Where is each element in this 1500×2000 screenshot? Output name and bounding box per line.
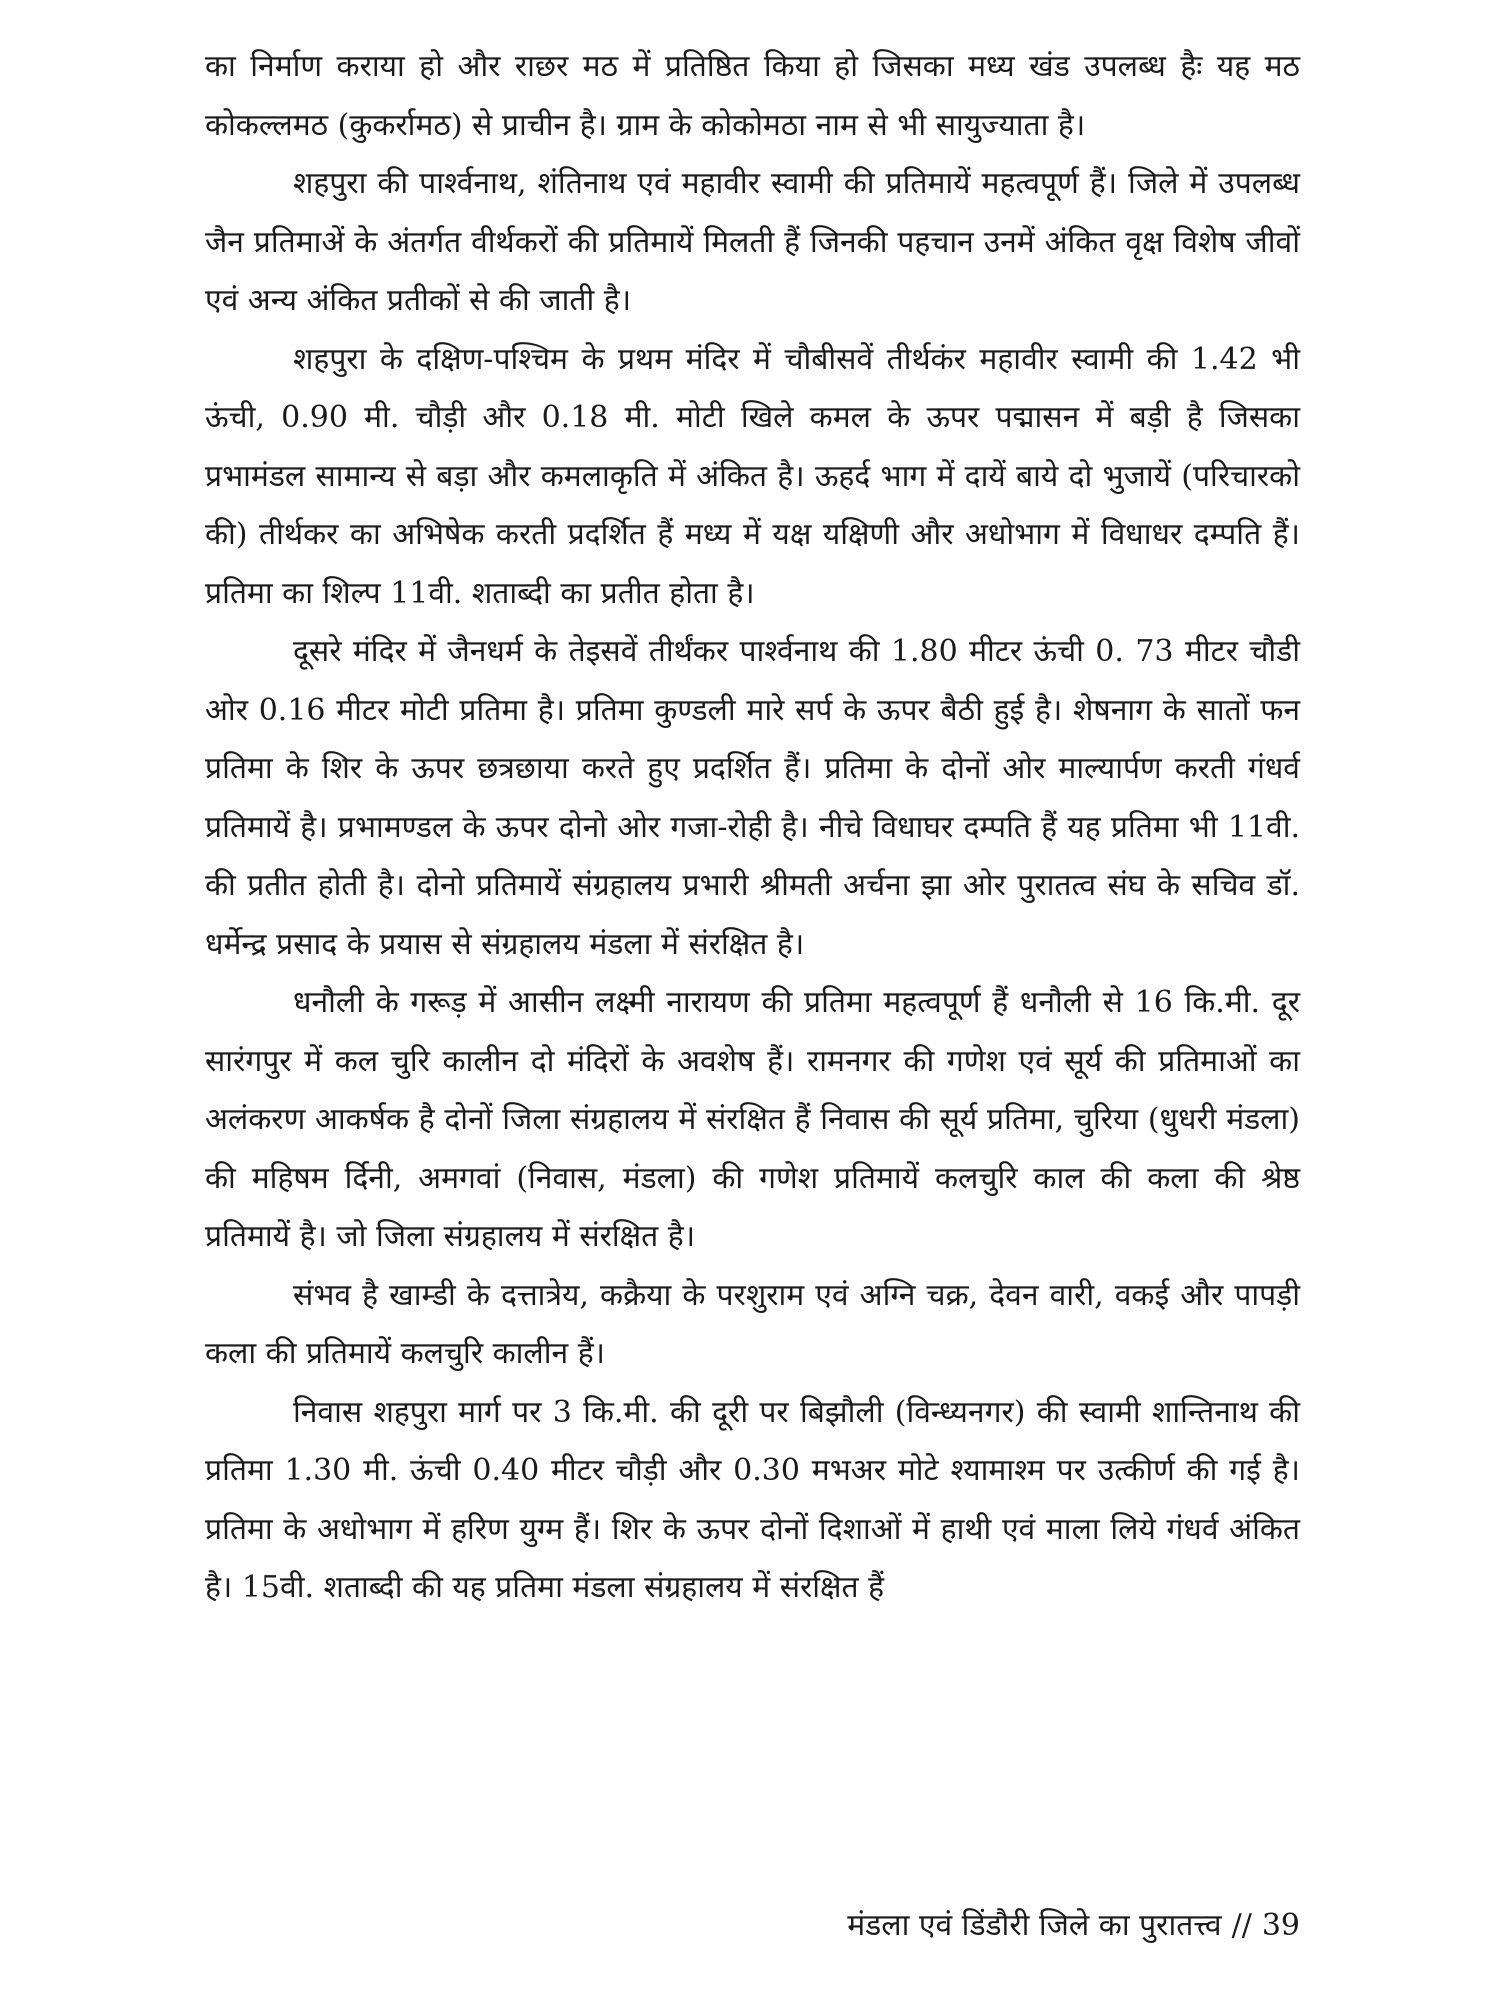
paragraph-dhanauli: धनौली के गरूड़ में आसीन लक्ष्मी नारायण की प्रतिमा महत्वपूर्ण हैं धनौली से 16 कि.मी. दूर सारंगपुर में कल चुरि कालीन दो मंदिरों के अवशेष हैं। रामनगर की गणेश एवं सूर्य की प्रतिमाओं का अलंकरण आकर्षक है दोनों जिला संग्रहालय में संरक्षित हैं निवास की सूर्य प्रतिमा, चुरिया (धुधरी मंडला) की महिषम र्दिनी, अमगवां (निवास, मंडला) की गणेश प्रतिमायें कलचुरि काल की कला की श्रेष्ठ प्रतिमायें है। जो जिला संग्रहालय में संरक्षित है।: [205, 985, 1300, 1254]
paragraph-khamdi: संभव है खाम्डी के दत्तात्रेय, कक्रैया के परशुराम एवं अग्नि चक्र, देवन वारी, वकई और पापड़ी कला की प्रतिमायें कलचुरि कालीन हैं।: [205, 1277, 1300, 1371]
page-number: 39: [1261, 1908, 1300, 1943]
page-body: [205, 38, 1300, 1618]
paragraph-shahpura-jain-images: शहपुरा की पार्श्वनाथ, शंतिनाथ एवं महावीर स्वामी की प्रतिमायें महत्वपूर्ण हैं। जिले में उपलब्ध जैन प्रतिमाअें के अंतर्गत वीर्थकरों की प्रतिमायें मिलती हैं जिनकी पहचान उनमें अंकित वृक्ष विशेष जीवों एवं अन्य अंकित प्रतीकों से की जाती है।: [205, 166, 1300, 318]
paragraph-mahavir-swami: शहपुरा के दक्षिण-पश्चिम के प्रथम मंदिर में चौबीसवें तीर्थकंर महावीर स्वामी की 1.42 भी ऊंची, 0.90 मी. चौड़ी और 0.18 मी. मोटी खिले कमल के ऊपर पद्मासन में बड़ी है जिसका प्रभामंडल सामान्य से बड़ा और कमलाकृति में अंकित है। ऊहर्द भाग में दायें बाये दो भुजायें (परिचारको की) तीर्थकर का अभिषेक करती प्रदर्शित हैं मध्य में यक्ष यक्षिणी और अधोभाग में विधाधर दम्पति हैं। प्रतिमा का शिल्प 11वी. शताब्दी का प्रतीत होता है।: [205, 341, 1300, 611]
paragraph-continuation: का निर्माण कराया हो और राछर मठ में प्रतिष्ठित किया हो जिसका मध्य खंड उपलब्ध हैः यह मठ कोकल्लमठ (कुकर्रामठ) से प्राचीन है। ग्राम के कोकोमठा नाम से भी सायुज्याता है।: [205, 49, 1300, 143]
page-footer: [205, 1906, 1300, 1946]
footer-separator: //: [1231, 1908, 1252, 1943]
footer-book-title: मंडला एवं डिंडौरी जिले का पुरातत्त्व: [847, 1908, 1222, 1943]
paragraph-bijhauli: निवास शहपुरा मार्ग पर 3 कि.मी. की दूरी पर बिझौली (विन्ध्यनगर) की स्वामी शान्तिनाथ की प्रतिमा 1.30 मी. ऊंची 0.40 मीटर चौड़ी और 0.30 मभअर मोटे श्यामाश्म पर उत्कीर्ण की गई है। प्रतिमा के अधोभाग में हरिण युग्म हैं। शिर के ऊपर दोनों दिशाओं में हाथी एवं माला लिये गंधर्व अंकित है। 15वी. शताब्दी की यह प्रतिमा मंडला संग्रहालय में संरक्षित हैं: [205, 1394, 1300, 1605]
paragraph-parshvanath: दूसरे मंदिर में जैनधर्म के तेइसवें तीर्थंकर पार्श्वनाथ की 1.80 मीटर ऊंची 0. 73 मीटर चौडी ओर 0.16 मीटर मोटी प्रतिमा है। प्रतिमा कुण्डली मारे सर्प के ऊपर बैठी हुई है। शेषनाग के सातों फन प्रतिमा के शिर के ऊपर छत्रछाया करते हुए प्रदर्शित हैं। प्रतिमा के दोनों ओर माल्यार्पण करती गंधर्व प्रतिमायें है। प्रभामण्डल के ऊपर दोनो ओर गजा-रोही है। नीचे विधाघर दम्पति हैं यह प्रतिमा भी 11वी. की प्रतीत होती है। दोनो प्रतिमायें संग्रहालय प्रभारी श्रीमती अर्चना झा ओर पुरातत्व संघ के सचिव डॉ. धर्मेन्द्र प्रसाद के प्रयास से संग्रहालय मंडला में संरक्षित है।: [205, 634, 1300, 962]
